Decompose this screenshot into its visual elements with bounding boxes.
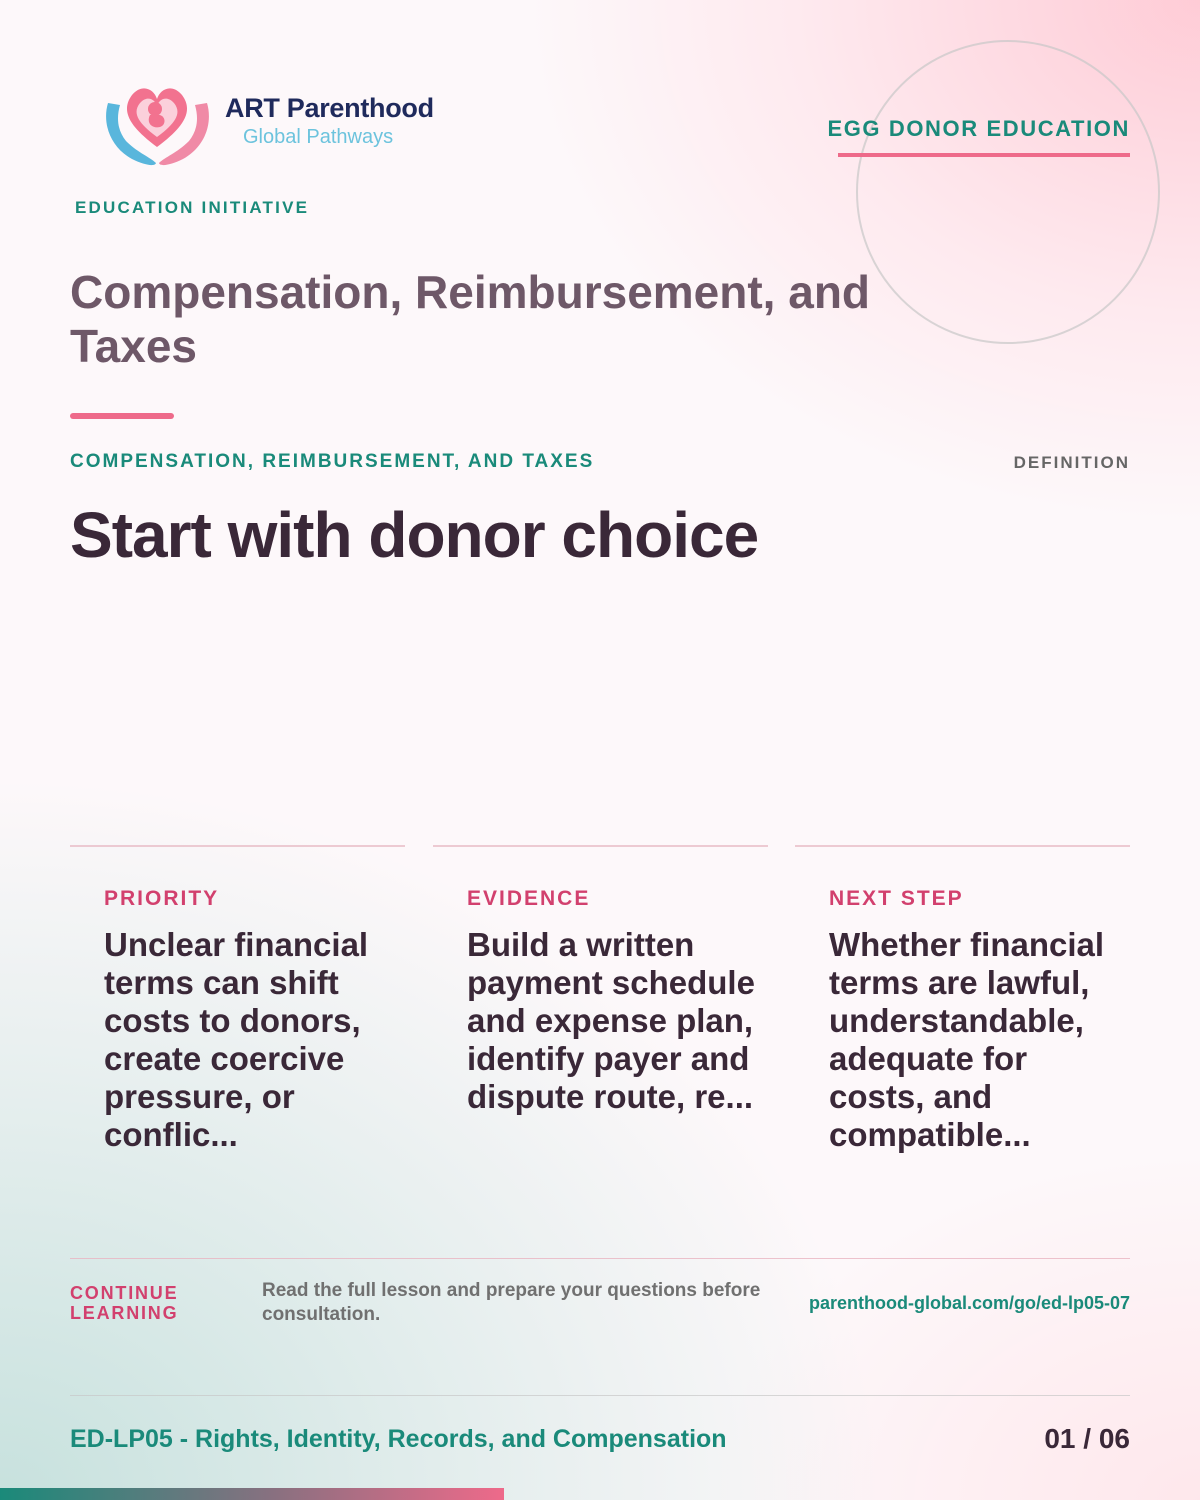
heart-hands-baby-logo-icon: [100, 75, 215, 170]
lesson-link[interactable]: parenthood-global.com/go/ed-lp05-07: [808, 1293, 1130, 1313]
initiative-label: EDUCATION INITIATIVE: [75, 198, 310, 217]
divider: [70, 1258, 1130, 1259]
card-body: Whether financial terms are lawful, understandable, adequate for costs, and compatible...: [829, 926, 1105, 1153]
card-label: EVIDENCE: [467, 887, 591, 910]
card-next-step: [795, 845, 1130, 1197]
card-priority: [70, 845, 405, 1197]
page-counter: 01 / 06: [1044, 1423, 1130, 1454]
brand-name: ART Parenthood: [225, 93, 434, 123]
progress-bar: [0, 1488, 504, 1500]
course-title: ED-LP05 - Rights, Identity, Records, and Compensation: [70, 1425, 727, 1453]
program-label: EGG DONOR EDUCATION: [827, 116, 1130, 141]
title-accent-bar: [70, 413, 174, 419]
continue-learning-text: Read the full lesson and prepare your questions before consultation.: [262, 1280, 761, 1325]
card-label: PRIORITY: [104, 887, 220, 910]
card-label: NEXT STEP: [829, 887, 964, 910]
card-body: Unclear financial terms can shift costs to donors, create coercive pressure, or conflic...: [104, 926, 369, 1153]
brand-subtitle: Global Pathways: [243, 126, 394, 148]
card-evidence: [433, 845, 768, 1197]
section-label: COMPENSATION, REIMBURSEMENT, AND TAXES: [70, 451, 595, 472]
program-underline: [838, 153, 1130, 157]
continue-learning-label: CONTINUE LEARNING: [70, 1283, 179, 1323]
page-title: Compensation, Reimbursement, and Taxes: [70, 266, 871, 372]
section-type-badge: DEFINITION: [1013, 453, 1130, 472]
headline: Start with donor choice: [70, 499, 759, 571]
divider: [70, 1395, 1130, 1396]
card-body: Build a written payment schedule and expense plan, identify payer and dispute route, re...: [467, 926, 755, 1115]
